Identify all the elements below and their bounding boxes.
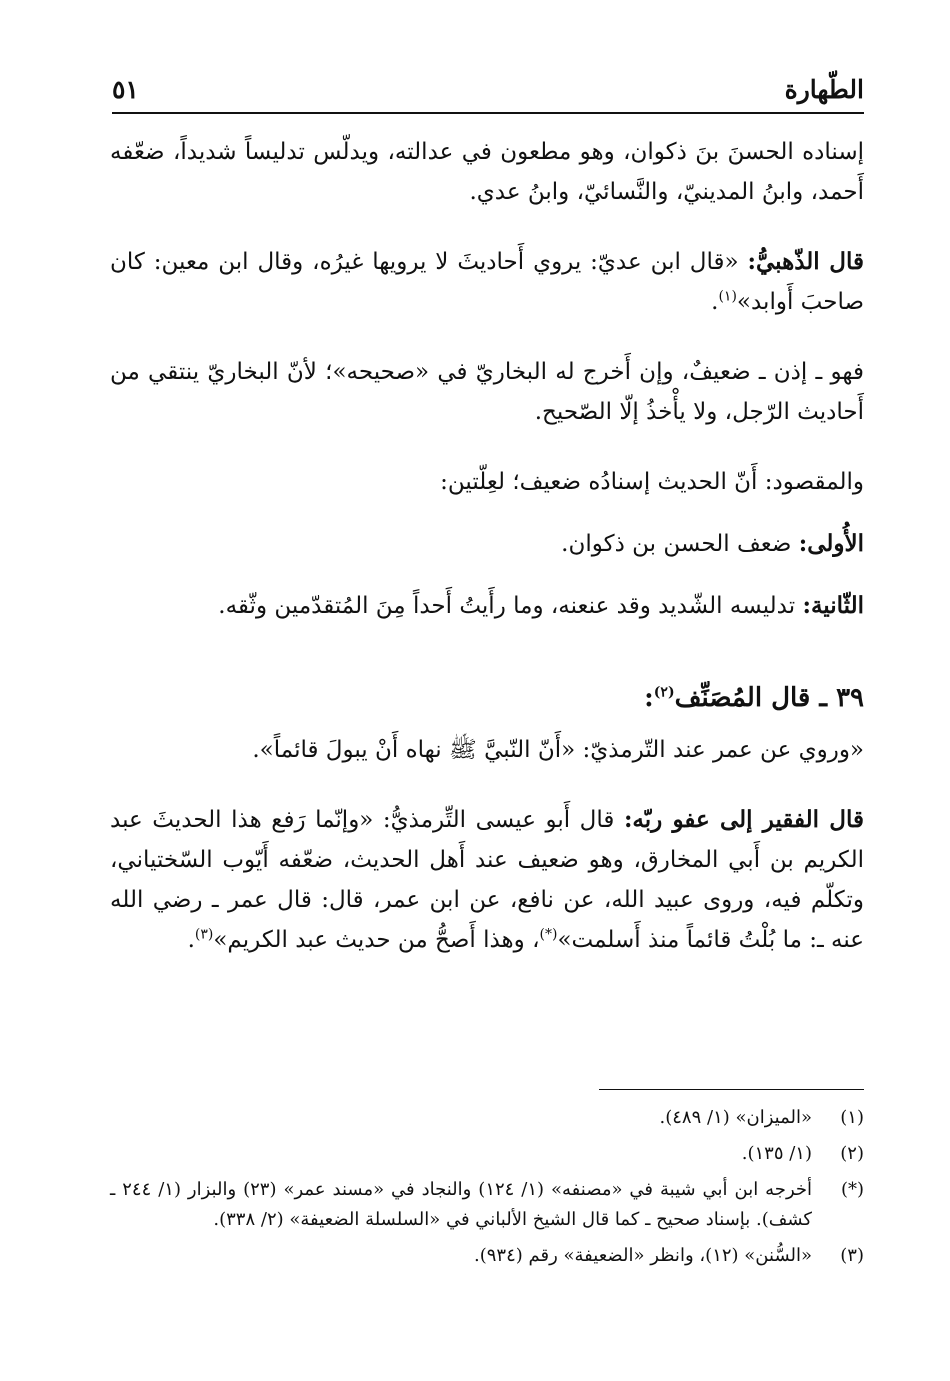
footnote-mark: (٣) (840, 1245, 864, 1266)
paragraph-5-text: ضعف الحسن بن ذكوان. (561, 531, 792, 557)
paragraph-4: والمقصود: أَنّ الحديث إسنادُه ضعيف؛ لعِلّتين: (440, 469, 864, 495)
footnote-item (110, 1175, 864, 1235)
paragraph-7 (110, 800, 864, 960)
paragraph-7-lead: قال الفقير إلى عفو ربّه: (623, 806, 864, 833)
header-rule (112, 112, 864, 114)
paragraph-2 (110, 242, 864, 322)
footnote-item (110, 1103, 864, 1133)
hadith-quote: «وروي عن عمر عند التّرمذيّ: «أَنّ النّبيَّ ﷺ نهاه أَنْ يبولَ قائماً». (252, 737, 864, 763)
section-heading-end: : (644, 683, 654, 713)
footnote-text: أخرجه ابن أبي شيبة في «مصنفه» (١/ ١٢٤) والنجاد في «مسند عمر» (٢٣) والبزار (١/ ٢٤٤ ـ كشف). بإسناد صحيح ـ كما قال الشيخ الألباني في «السلسلة الضعيفة» (٢/ ٣٣٨). (110, 1179, 812, 1230)
running-header (112, 64, 864, 104)
paragraph-1: إسناده الحسنَ بنَ ذكوان، وهو مطعون في عدالته، ويدلّس تدليساً شديداً، ضعّفه أَحمد، وابنُ المدينيّ، والنَّسائيّ، وابنُ عدي. (110, 139, 864, 205)
main-text (110, 132, 864, 990)
footnote-ref-1: (١) (718, 288, 737, 305)
paragraph-2-end: . (711, 289, 719, 315)
footnote-mark: (١) (840, 1107, 864, 1128)
paragraph-7-end: . (187, 927, 195, 953)
paragraph-6-text: تدليسه الشّديد وقد عنعنه، وما رأَيتُ أَحداً مِنَ المُتقدّمين وثّقه. (218, 593, 796, 619)
footnote-text: (١/ ١٣٥). (741, 1143, 812, 1164)
footnotes (110, 1103, 864, 1277)
footnote-rule (599, 1089, 864, 1090)
page-number: ٥١ (112, 75, 139, 104)
footnote-text: «الميزان» (١/ ٤٨٩). (659, 1107, 812, 1128)
paragraph-6 (110, 586, 864, 626)
section-heading (110, 678, 864, 718)
footnote-mark: (*) (840, 1179, 864, 1200)
paragraph-7-text: قال أَبو عيسى التِّرمذيُّ: «وإنّما رَفع هذا الحديثَ عبد الكريم بن أَبي المخارق، وهو ضعيف عند أَهل الحديث، ضعّفه أَيّوب السّختياني، وتكلّم فيه، وروى عبيد الله، عن نافع، عن ابن عمر، قال: قال عمر ـ رضي الله عنه ـ: ما بُلْتُ قائماً منذ أَسلمت» (110, 807, 864, 953)
paragraph-7-mid: ، وهذا أَصحُّ من حديث عبد الكريم» (213, 927, 540, 953)
footnote-item (110, 1241, 864, 1271)
footnote-ref-3: (٣) (194, 926, 214, 943)
section-heading-text: ٣٩ ـ قال المُصَنِّف (674, 683, 864, 713)
paragraph-2-text: «قال ابن عديّ: يروي أَحاديثَ لا يرويها غيرُه، وقال ابن معين: كان صاحبَ أَوابد» (110, 249, 864, 315)
paragraph-3: فهو ـ إذن ـ ضعيفٌ، وإن أَخرج له البخاريّ في «صحيحه»؛ لأنّ البخاريّ ينتقي من أَحاديث الرّجل، ولا يأْخذُ إلّا الصّحيح. (110, 359, 864, 425)
paragraph-2-lead: قال الذّهبيُّ: (747, 248, 865, 275)
footnote-mark: (٢) (840, 1143, 864, 1164)
footnote-ref-2: (٢) (653, 684, 675, 701)
footnote-text: «السُّنن» (١٢)، وانظر «الضعيفة» رقم (٩٣٤). (474, 1245, 812, 1266)
paragraph-5-lead: الأُولى: (798, 530, 864, 557)
paragraph-5 (110, 524, 864, 564)
chapter-title: الطّهارة (784, 75, 864, 104)
paragraph-6-lead: الثّانية: (802, 592, 864, 619)
footnote-item (110, 1139, 864, 1169)
footnote-ref-star: (*) (539, 926, 558, 943)
